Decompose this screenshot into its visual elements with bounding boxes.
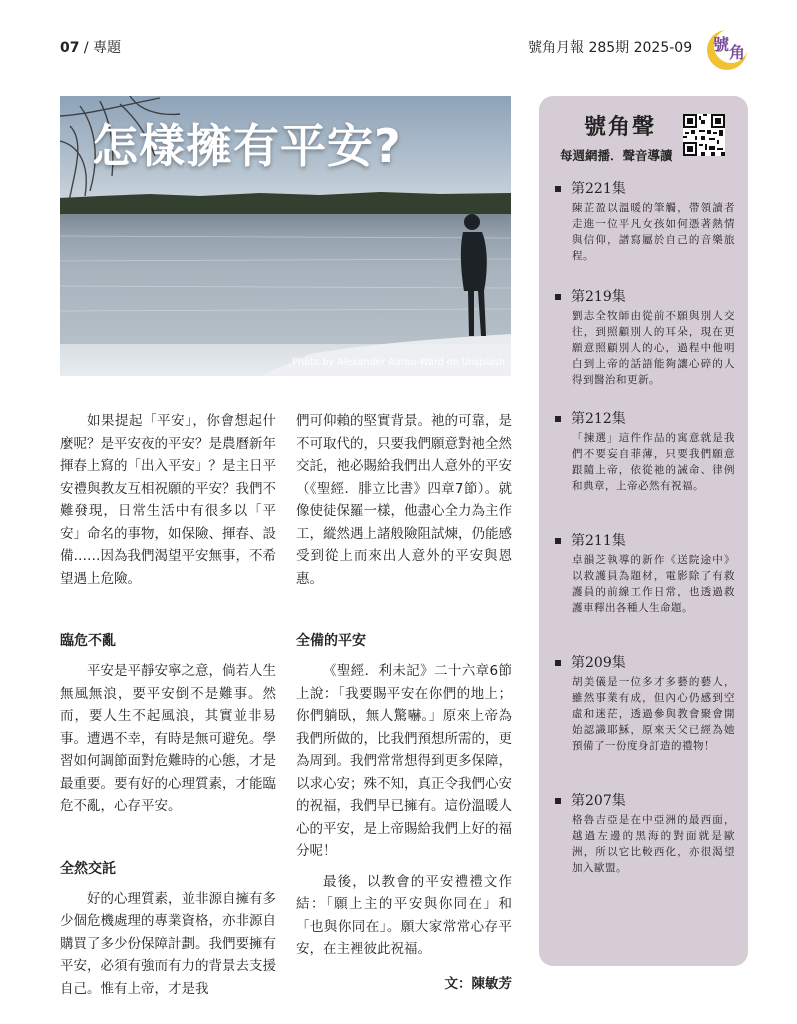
photo-credit: Photo by Alexander Aarao-Ward on Unsplash bbox=[292, 357, 505, 368]
section-2-continued: 們可仰賴的堅實背景。祂的可靠，是不可取代的，只要我們願意對祂全然交託，祂必賜給我們出人意外的平安（《聖經．腓立比書》四章7節）。就像使徒保羅一樣，他盡心全力為主作工，縱然遇上諸般險阻試煉，仍能感受到從上而來出人意外的平安與恩惠。 bbox=[296, 413, 512, 587]
section-1-paragraph: 平安是平靜安寧之意，倘若人生無風無浪，要平安倒不是難事。然而，要人生不起風浪，其實並非易事。遭遇不幸，有時是無可避免。學習如何調節面對危難時的心態，才是最重要。要有好的心理質素，才能臨危不亂，心存平安。 bbox=[60, 663, 276, 814]
svg-text:號: 號 bbox=[713, 35, 730, 54]
episode-item[interactable] bbox=[555, 178, 735, 264]
issue-info: 號角月報 285期 2025-09 bbox=[528, 40, 693, 56]
author-byline: 文：陳敏芳 bbox=[444, 975, 512, 992]
episode-item[interactable] bbox=[555, 286, 735, 388]
magazine-logo bbox=[703, 24, 751, 72]
qr-code-icon[interactable] bbox=[683, 114, 725, 156]
article-title: 怎樣擁有平安? bbox=[92, 119, 402, 173]
episode-label: 第211集 bbox=[571, 533, 626, 549]
episode-label: 第212集 bbox=[571, 411, 626, 427]
episode-description: 胡美儀是一位多才多藝的藝人，雖然事業有成，但內心仍感到空虛和迷茫，透過參與教會聚會開始認識耶穌，原來天父已經為她預備了一份度身訂造的禮物！ bbox=[572, 676, 735, 752]
episode-item[interactable] bbox=[555, 530, 735, 616]
bullet-icon bbox=[555, 186, 561, 192]
closing-paragraph: 最後，以教會的平安禮禮文作結：「願上主的平安與你同在」和「也與你同在」。願大家常常心存平安，在主裡彼此祝福。 bbox=[296, 873, 512, 957]
bullet-icon bbox=[555, 294, 561, 300]
episode-description: 格魯吉亞是在中亞洲的最西面，越過左邊的黑海的對面就是歐洲，所以它比較西化，亦很渴望加入歐盟。 bbox=[572, 814, 735, 874]
episode-description: 劉志全牧師由從前不願與別人交往，到照顧別人的耳朵，現在更願意照顧別人的心，過程中他明白到上帝的話語能夠讓心碎的人得到醫治和更新。 bbox=[572, 310, 735, 386]
bullet-icon bbox=[555, 416, 561, 422]
episode-item[interactable] bbox=[555, 408, 735, 494]
sidebar-subtitle: 每週網播．聲音導讀 bbox=[560, 148, 673, 163]
episode-description: 卓韻芝執導的新作《送院途中》以救護員為題材，電影除了有救護員的前線工作日常，也透過救護車釋出各種人生命題。 bbox=[572, 554, 735, 614]
episode-item[interactable] bbox=[555, 652, 735, 754]
episode-label: 第209集 bbox=[571, 655, 626, 671]
article-column-left bbox=[60, 410, 276, 1000]
episode-label: 第221集 bbox=[571, 181, 626, 197]
episode-label: 第219集 bbox=[571, 289, 626, 305]
section-heading-3: 全備的平安 bbox=[296, 633, 366, 649]
section-heading-1: 臨危不亂 bbox=[60, 633, 116, 649]
bullet-icon bbox=[555, 538, 561, 544]
section-heading-2: 全然交託 bbox=[60, 860, 116, 877]
svg-text:角: 角 bbox=[729, 43, 746, 62]
bullet-icon bbox=[555, 798, 561, 804]
section-3-paragraph: 《聖經．利未記》二十六章6節上說：「我要賜平安在你們的地上；你們躺臥，無人驚嚇。」原來上帝為我們所做的，比我們預想所需的，更為周到。我們常常想得到更多保障，以求心安；殊不知，真正令我們心安的祝福，我們早已擁有。這份溫暖人心的平安，是上帝賜給我們上好的福分呢！ bbox=[296, 663, 512, 859]
episode-description: 陳芷盈以溫暖的筆觸，帶領讀者走進一位平凡女孩如何憑著熱情與信仰，譜寫屬於自己的音樂旅程。 bbox=[572, 202, 735, 262]
page-section-label: 07 / 專題 bbox=[60, 40, 122, 56]
episode-label: 第207集 bbox=[571, 793, 626, 809]
section-2-paragraph: 好的心理質素，並非源自擁有多少個危機處理的專業資格，亦非源自購買了多少份保障計劃。我們要擁有平安，必須有強而有力的背景去支援自己。惟有上帝，才是我 bbox=[60, 890, 276, 997]
article-column-middle bbox=[296, 410, 512, 995]
bullet-icon bbox=[555, 660, 561, 666]
episode-description: 「揀選」這件作品的寓意就是我們不要妄自菲薄，只要我們願意跟隨上帝，依從祂的誡命、律例和典章，上帝必然有祝福。 bbox=[572, 432, 735, 492]
page-number: 07 bbox=[60, 40, 80, 56]
section-name: 專題 bbox=[93, 40, 122, 56]
intro-paragraph: 如果提起「平安」，你會想起什麼呢？是平安夜的平安？是農曆新年揮春上寫的「出入平安」？是主日平安禮與教友互相祝願的平安？我們不難發現，日常生活中有很多以「平安」命名的事物，如保險、揮春、設備……因為我們渴望平安無事，不希望遇上危險。 bbox=[60, 413, 276, 587]
episode-item[interactable] bbox=[555, 790, 735, 876]
sidebar-title: 號角聲 bbox=[584, 114, 657, 140]
